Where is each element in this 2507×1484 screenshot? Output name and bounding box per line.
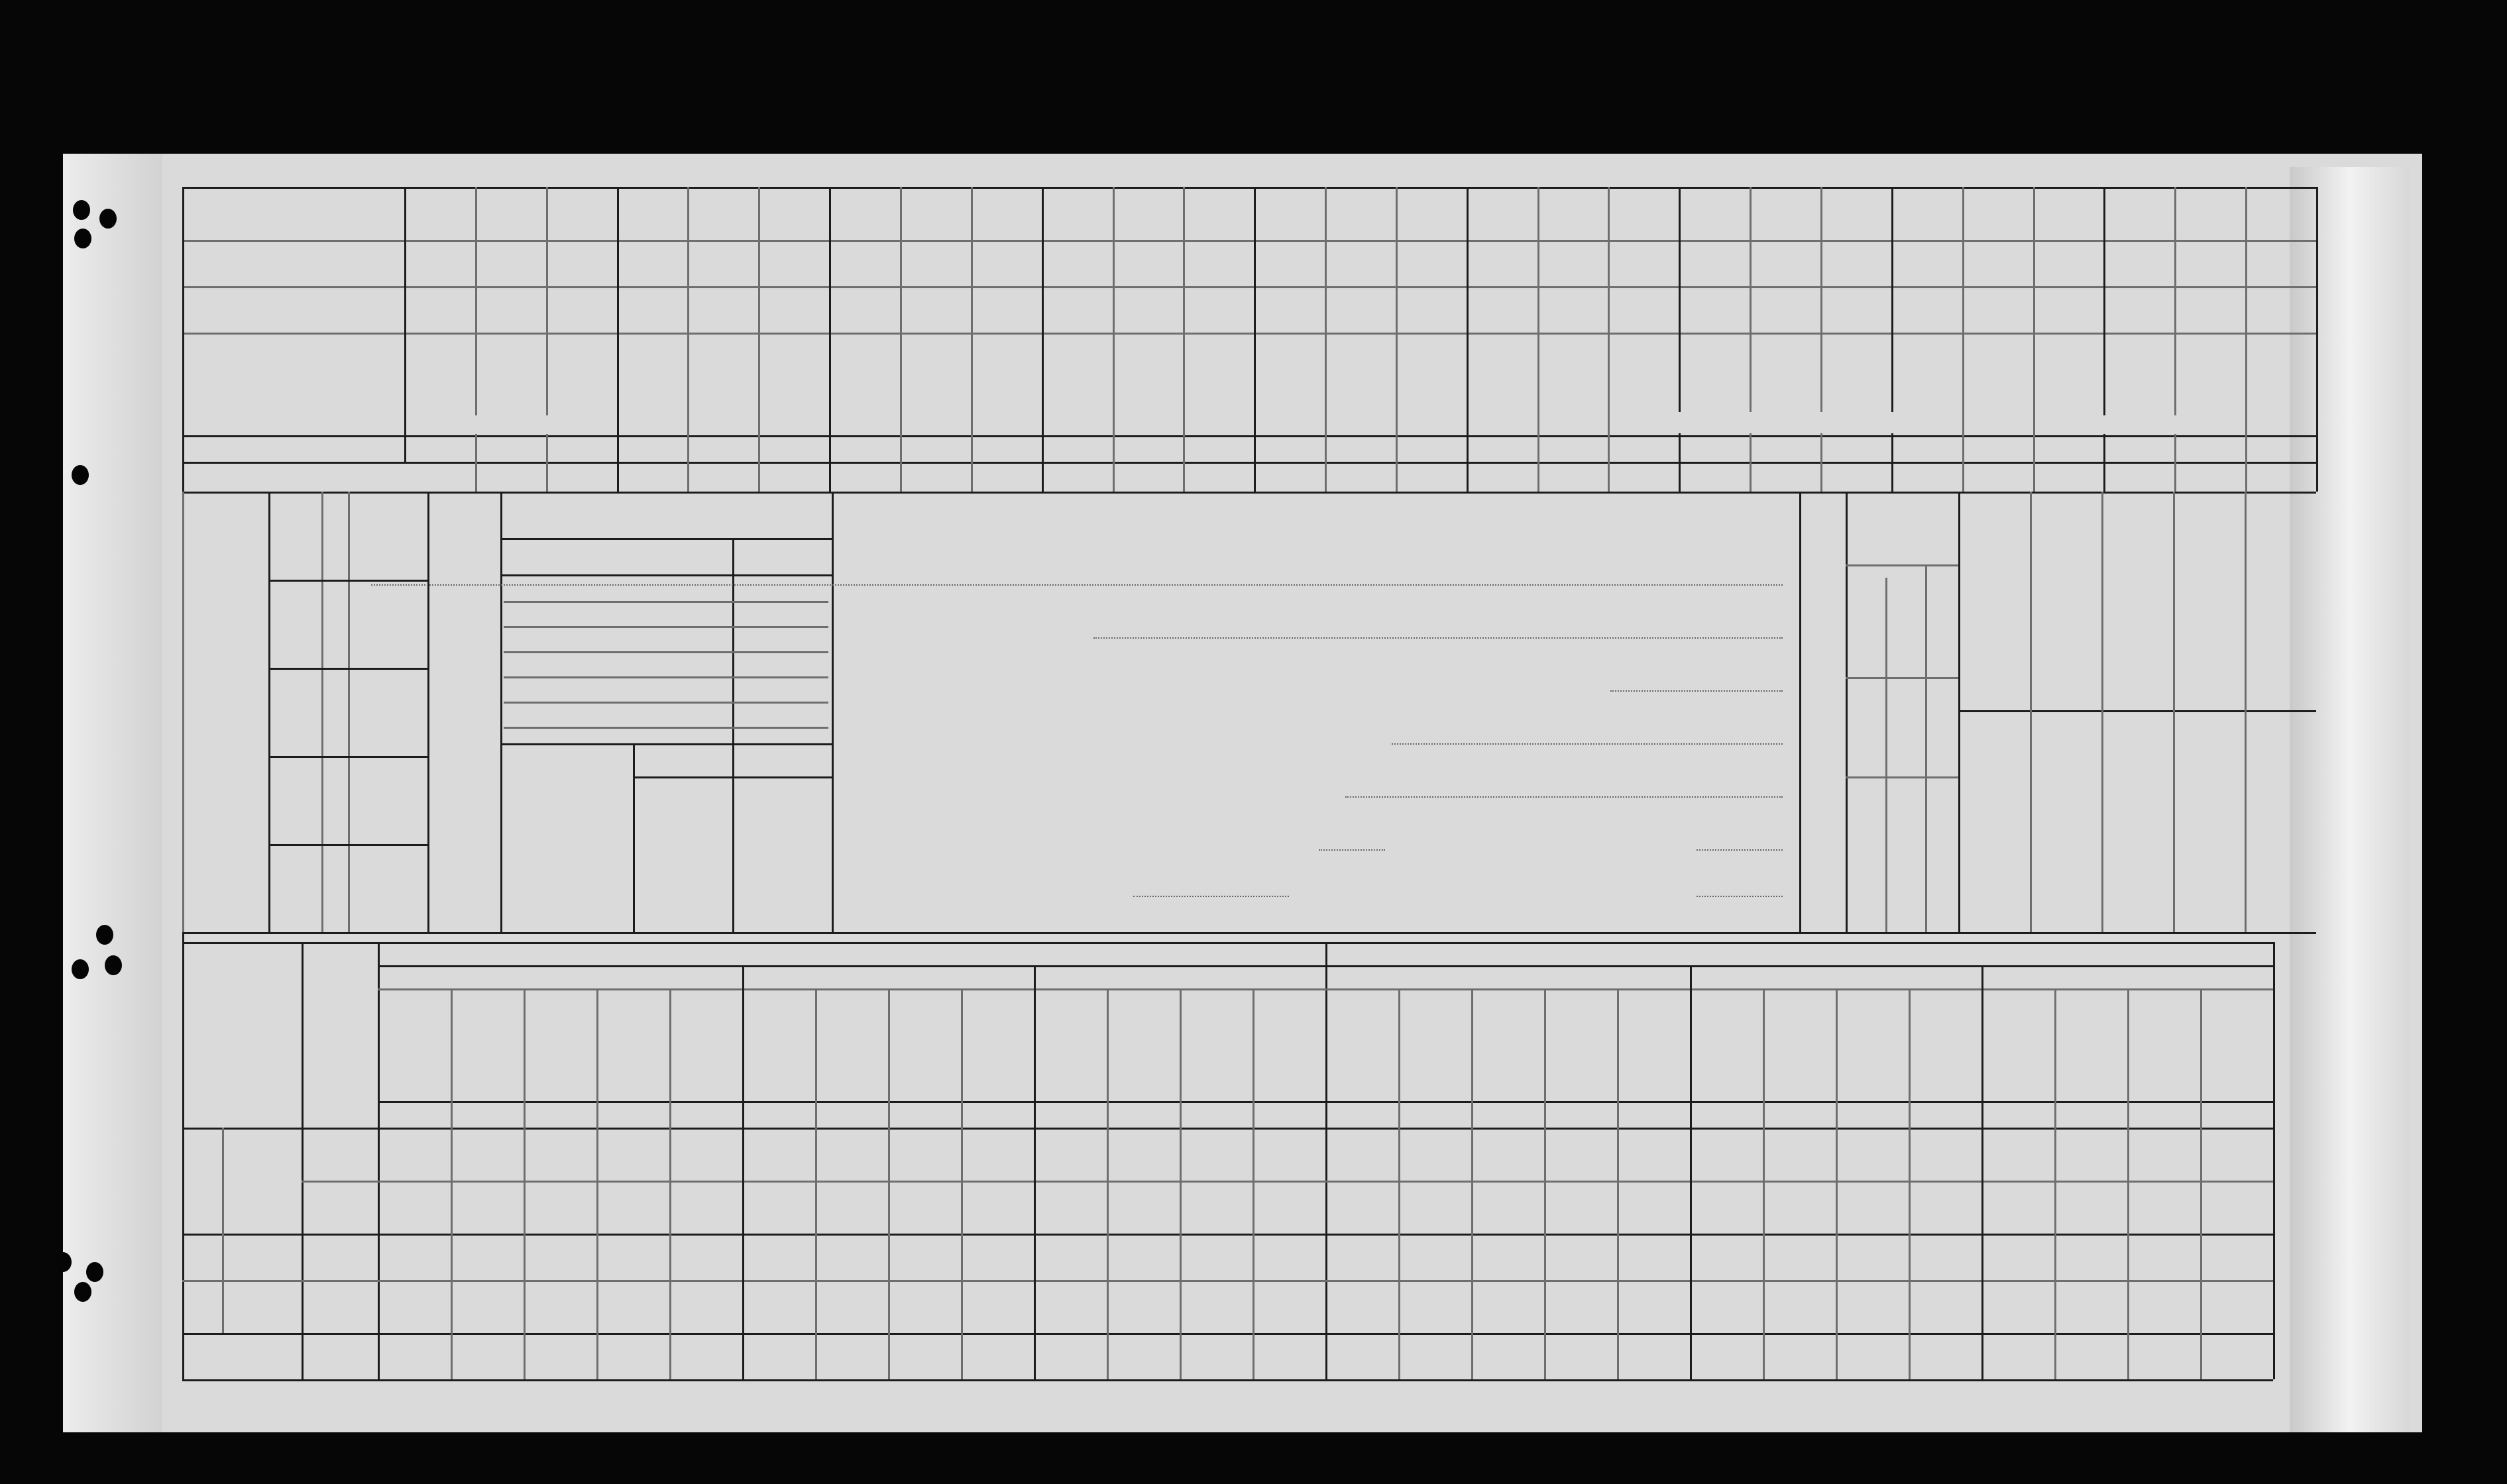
- grid-line: [2316, 187, 2318, 492]
- right-col-header: [2101, 836, 2173, 929]
- rent-col-number: [2200, 1102, 2273, 1126]
- right-col-header: [1958, 492, 2030, 571]
- answer-line: [1610, 690, 1783, 692]
- row-label-zemlyakh: [189, 352, 388, 419]
- column-header: [1608, 336, 1679, 432]
- column-header: [1325, 336, 1396, 432]
- rent-col-number: [1034, 1102, 1107, 1126]
- rent-col-header: [1763, 992, 1836, 1091]
- column-number: [1679, 465, 1750, 490]
- column-header: [1254, 336, 1325, 432]
- column-number: [2245, 465, 2316, 490]
- grid-line: [182, 1379, 2273, 1381]
- worker-col-number: [268, 492, 321, 580]
- column-header: [758, 336, 829, 432]
- column-header: [617, 336, 687, 432]
- punch-hole: [86, 1262, 103, 1282]
- column-header: [2245, 336, 2316, 432]
- pop-num: [1925, 505, 1958, 551]
- rent-col-number: [742, 1102, 815, 1126]
- column-number: [1608, 465, 1679, 490]
- muzhchiny-label: [1846, 770, 1885, 849]
- arenda-pashni: [378, 966, 742, 988]
- imeetsya-label: [500, 776, 633, 803]
- answer-line: [1697, 849, 1783, 851]
- sdacha-letter: [2041, 943, 2207, 965]
- punch-hole: [74, 229, 91, 248]
- row-label-svoikh: [189, 290, 388, 329]
- rent-col-header: [2200, 992, 2273, 1091]
- rent-col-header: [742, 992, 815, 1091]
- workers-title: [427, 492, 500, 932]
- column-header: [971, 336, 1042, 432]
- group-vnenadelnykh: [182, 1234, 222, 1333]
- worker-col-number: [268, 580, 321, 668]
- crops-banner: [404, 437, 1981, 460]
- rent-col-header: [1909, 992, 1981, 1091]
- rent-col-header: [1034, 992, 1107, 1091]
- column-number: [1254, 465, 1325, 490]
- grid-line: [504, 626, 828, 628]
- arenda-letter: [533, 943, 689, 965]
- answer-line: [1697, 896, 1783, 897]
- row-svoem-obshchestve: [302, 1131, 378, 1177]
- rent-col-header: [378, 992, 451, 1091]
- grid-line: [222, 1128, 224, 1333]
- rent-col-header: [1836, 992, 1909, 1091]
- rent-col-header: [524, 992, 596, 1091]
- sdacha-pokosa: [1690, 966, 1981, 988]
- rent-col-number: [1690, 1102, 1763, 1126]
- rent-col-number: [1836, 1102, 1909, 1126]
- answer-line: [371, 584, 1783, 586]
- column-header: [1396, 336, 1467, 432]
- grid-line: [182, 187, 2316, 189]
- grid-line: [500, 574, 832, 576]
- group-pod-perelog: [2103, 415, 2245, 434]
- grid-line: [182, 240, 2316, 242]
- grid-line: [732, 538, 734, 932]
- column-number: [1183, 465, 1254, 490]
- plodov-label: [500, 816, 633, 843]
- rent-col-number: [1107, 1102, 1180, 1126]
- rent-col-number: [961, 1102, 1034, 1126]
- grid-line: [182, 1333, 2273, 1335]
- trade-title: [500, 495, 845, 535]
- itogo-oboego: [1846, 498, 1925, 564]
- punch-hole: [105, 955, 122, 975]
- sdacha-letter: [1875, 943, 2041, 965]
- rent-col-header: [961, 992, 1034, 1091]
- rent-col-header: [669, 992, 742, 1091]
- column-header: [829, 336, 900, 432]
- punch-hole: [96, 925, 113, 945]
- korney-header: [732, 743, 832, 776]
- rent-col-number: [1909, 1102, 1981, 1126]
- sdacha-letter: [1378, 943, 1544, 965]
- grid-line: [182, 1234, 2273, 1236]
- rent-col-number: [815, 1102, 888, 1126]
- rent-col-number: [2127, 1102, 2200, 1126]
- rent-col-header: [1180, 992, 1253, 1091]
- column-number: [2103, 465, 2174, 490]
- punch-hole: [72, 465, 89, 485]
- grid-line: [378, 988, 2273, 990]
- punch-hole: [74, 1282, 91, 1302]
- rent-col-number: [1253, 1102, 1325, 1126]
- worker-col-number: [268, 668, 321, 756]
- column-header: [900, 336, 971, 432]
- pop-num: [1925, 876, 1958, 922]
- column-number: [2174, 465, 2245, 490]
- rent-col-header: [1471, 992, 1544, 1091]
- rent-col-header: [1107, 992, 1180, 1091]
- rent-col-number: [1180, 1102, 1253, 1126]
- sdacha-pashni: [1325, 966, 1690, 988]
- grid-line: [182, 1128, 2273, 1130]
- grid-line: [182, 492, 184, 932]
- row-label-vsego: [189, 193, 388, 233]
- trade-name-header: [500, 538, 732, 574]
- worker-col-number: [268, 756, 321, 844]
- grid-line: [182, 932, 2316, 934]
- rent-col-header: [1981, 992, 2054, 1091]
- column-header: [1467, 336, 1537, 432]
- grid-line: [504, 676, 828, 678]
- column-header: [1537, 336, 1608, 432]
- rent-col-header: [1544, 992, 1617, 1091]
- grid-line: [2273, 942, 2275, 1379]
- right-col-header: [2101, 492, 2173, 571]
- rent-col-number: [1398, 1102, 1471, 1126]
- grid-line: [182, 286, 2316, 288]
- column-number: [475, 465, 546, 490]
- row-uchrezhdeniy: [302, 1283, 378, 1330]
- rent-col-header: [888, 992, 961, 1091]
- rent-col-number: [524, 1102, 596, 1126]
- pop-num: [1925, 776, 1958, 829]
- column-header: [687, 336, 758, 432]
- grid-line: [182, 1280, 2273, 1282]
- census-card: [63, 154, 2422, 1432]
- rent-col-number: [451, 1102, 524, 1126]
- right-col-header: [2030, 836, 2101, 929]
- right-col-header: [2173, 492, 2245, 571]
- column-number: [900, 465, 971, 490]
- answer-line: [1345, 796, 1783, 798]
- population-title: [1799, 492, 1846, 932]
- row-itogo-arendovano: [182, 1336, 378, 1376]
- grid-line: [182, 187, 184, 492]
- arenda-letter: [1001, 943, 1156, 965]
- column-number: [1396, 465, 1467, 490]
- column-number: [1042, 465, 1113, 490]
- grid-line: [182, 462, 2316, 464]
- arenda-letter: [1156, 943, 1312, 965]
- answer-line: [1392, 743, 1783, 745]
- group-mnogoletnie: [1679, 412, 1962, 433]
- rent-col-number: [378, 1102, 451, 1126]
- column-number: [687, 465, 758, 490]
- pop-num: [1925, 690, 1958, 743]
- answer-line: [1319, 849, 1385, 851]
- grid-line: [182, 333, 2316, 335]
- column-number: [546, 465, 617, 490]
- column-number: [1750, 465, 1820, 490]
- vsego-label: [1885, 783, 1925, 863]
- column-header: [2033, 336, 2103, 432]
- rent-col-number: [1981, 1102, 2054, 1126]
- column-number: [1467, 465, 1537, 490]
- column-header: [1183, 336, 1254, 432]
- rent-col-number: [888, 1102, 961, 1126]
- rent-col-number: [669, 1102, 742, 1126]
- column-number: [2033, 465, 2103, 490]
- rent-col-header: [451, 992, 524, 1091]
- grid-line: [504, 651, 828, 653]
- answer-line: [1133, 896, 1289, 897]
- grid-line: [504, 727, 828, 729]
- rent-col-number: [1763, 1102, 1836, 1126]
- rent-col-header: [1690, 992, 1763, 1091]
- vinogradn-label: [500, 853, 633, 879]
- column-number: [758, 465, 829, 490]
- arenda-letter: [689, 943, 845, 965]
- grid-line: [321, 492, 323, 932]
- punch-hole: [72, 959, 89, 979]
- column-number: [1891, 465, 1962, 490]
- grid-line: [832, 492, 834, 932]
- right-col-header: [1958, 836, 2030, 929]
- column-number: [1325, 465, 1396, 490]
- rent-col-number: [1617, 1102, 1690, 1126]
- rent-col-number: [1544, 1102, 1617, 1126]
- right-col-header: [2245, 836, 2316, 929]
- rent-col-header: [2127, 992, 2200, 1091]
- column-header: [1113, 336, 1183, 432]
- arenda-pokosa: [742, 966, 1034, 988]
- rent-col-header: [1325, 992, 1398, 1091]
- column-number: [1962, 465, 2033, 490]
- column-number: [1537, 465, 1608, 490]
- right-col-header: [2173, 836, 2245, 929]
- punch-hole: [73, 200, 90, 220]
- punch-hole: [54, 1252, 72, 1272]
- column-number: [404, 465, 475, 490]
- left-paper-edge: [63, 154, 162, 1432]
- rent-col-header: [1617, 992, 1690, 1091]
- pop-num: [1925, 591, 1958, 644]
- arenda-letter: [845, 943, 1001, 965]
- grid-line: [633, 743, 635, 932]
- column-header: [1962, 336, 2033, 432]
- rent-col-header: [2054, 992, 2127, 1091]
- column-number: [971, 465, 1042, 490]
- column-number: [1820, 465, 1891, 490]
- v-tom-chisle: [1885, 684, 1925, 770]
- desyatin-header: [633, 743, 732, 776]
- worker-col-label: [341, 668, 427, 756]
- worker-col-number: [268, 844, 321, 932]
- rent-col-number: [1325, 1102, 1398, 1126]
- trade-qty-header: [732, 538, 832, 574]
- row-label-arendovannykh: [189, 243, 388, 283]
- zhenshchiny-label: [1846, 604, 1885, 684]
- answer-line: [1093, 637, 1783, 639]
- grid-line: [504, 601, 828, 603]
- rent-col-header: [815, 992, 888, 1091]
- worker-col-label: [341, 756, 427, 844]
- column-number: [829, 465, 900, 490]
- rent-col-header: [596, 992, 669, 1091]
- right-col-header: [2245, 492, 2316, 571]
- column-number: [617, 465, 687, 490]
- group-ozimaya-pshenitsa: [475, 415, 617, 434]
- row-chuzhikh-obshchestvakh: [302, 1184, 378, 1230]
- rent-col-header: [1398, 992, 1471, 1091]
- right-col-header: [2030, 492, 2101, 571]
- grid-line: [1958, 710, 2316, 712]
- column-header: [1042, 336, 1113, 432]
- sdacha-letter: [1544, 943, 1710, 965]
- worker-col-label: [341, 492, 427, 580]
- sdacha-letter: [1710, 943, 1875, 965]
- grid-line: [1846, 564, 1958, 566]
- group-nadelnykh: [182, 1128, 222, 1234]
- grid-line: [633, 776, 832, 778]
- row-chastnykh-lits: [302, 1237, 378, 1277]
- rent-col-number: [596, 1102, 669, 1126]
- column-header: [404, 336, 475, 432]
- rent-col-number: [2054, 1102, 2127, 1126]
- grid-line: [504, 702, 828, 704]
- worker-col-label: [341, 580, 427, 668]
- rent-col-number: [1471, 1102, 1544, 1126]
- column-number: [1113, 465, 1183, 490]
- arenda-letter: [378, 943, 533, 965]
- punch-hole: [99, 209, 117, 229]
- rent-col-header: [1253, 992, 1325, 1091]
